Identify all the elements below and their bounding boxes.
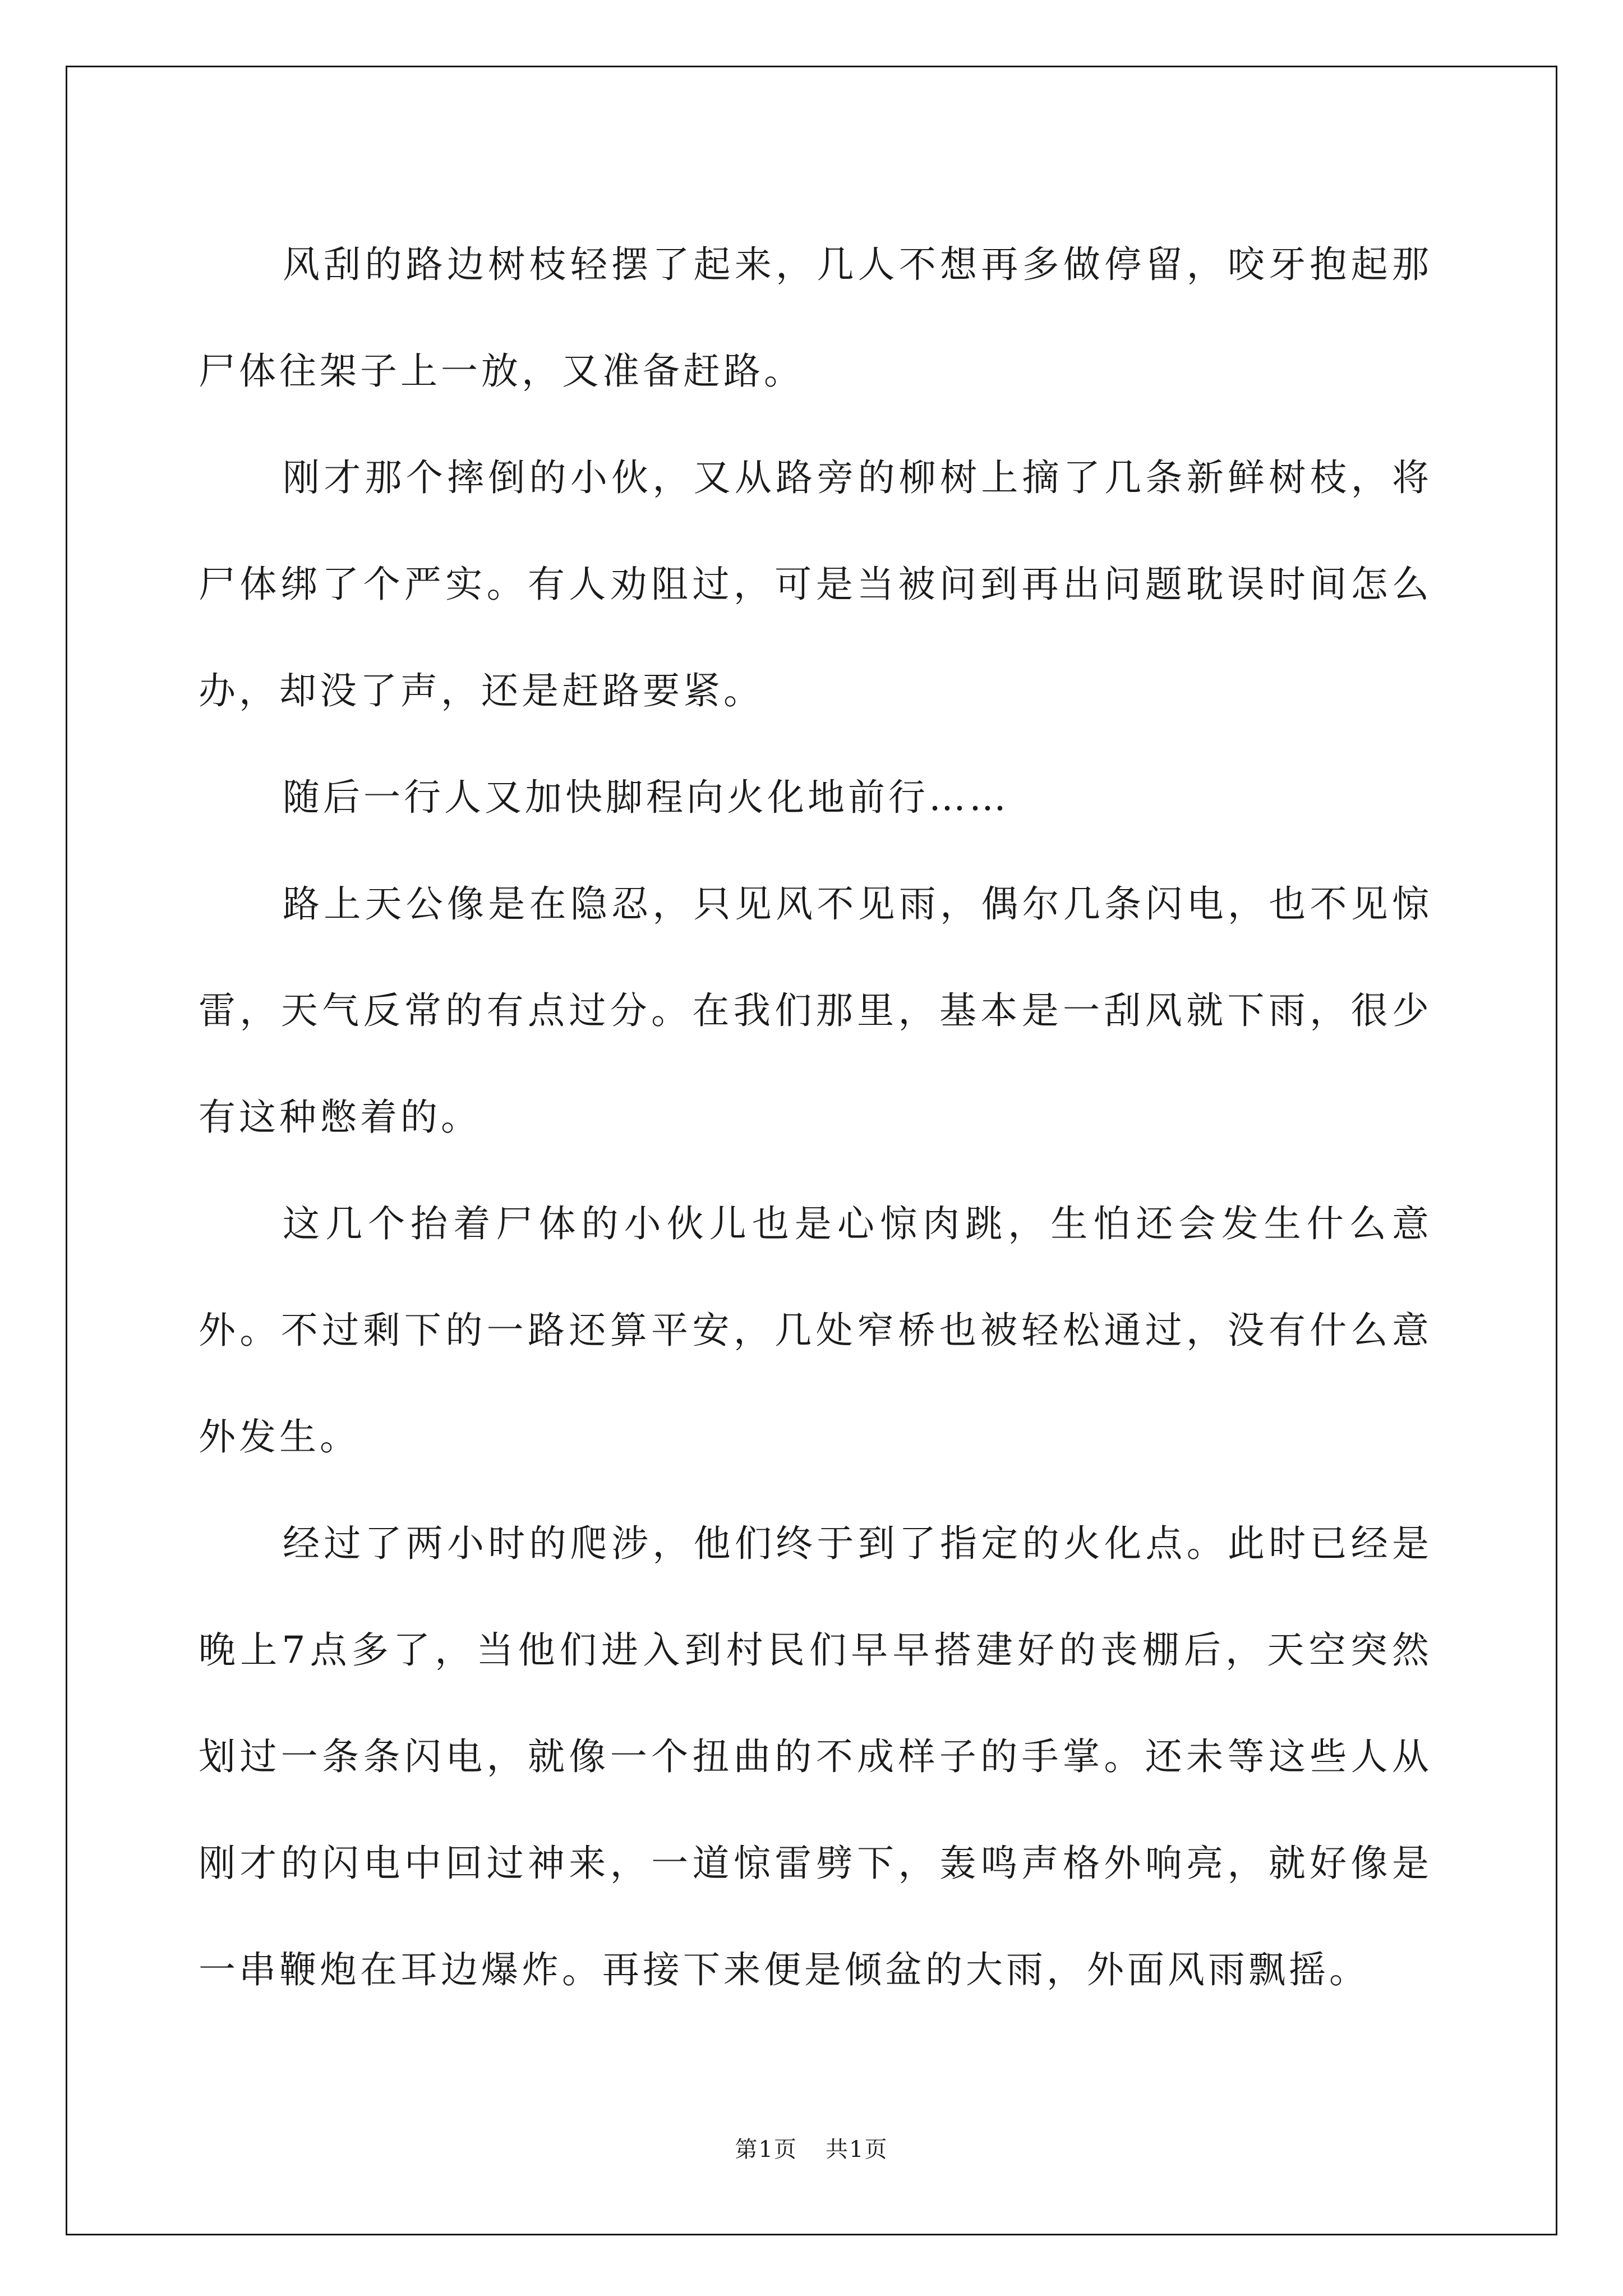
paragraph: 随后一行人又加快脚程向火化地前行…… — [283, 776, 1009, 819]
paragraph: 这几个抬着尸体的小伙儿也是心惊肉跳，生怕还会发生什么意外。不过剩下的一路还算平安，几处窄桥也被轻松通过，没有什么意外发生。 — [199, 1202, 1432, 1458]
document-body — [199, 211, 1432, 2023]
paragraph: 风刮的路边树枝轻摆了起来，几人不想再多做停留，咬牙抱起那尸体往架子上一放，又准备赶路。 — [199, 243, 1432, 393]
paragraph: 路上天公像是在隐忍，只见风不见雨，偶尔几条闪电，也不见惊雷，天气反常的有点过分。在我们那里，基本是一刮风就下雨，很少有这种憋着的。 — [199, 882, 1432, 1139]
paragraph: 刚才那个摔倒的小伙，又从路旁的柳树上摘了几条新鲜树枝，将尸体绑了个严实。有人劝阻过，可是当被问到再出问题耽误时间怎么办，却没了声，还是赶路要紧。 — [199, 456, 1432, 712]
paragraph: 经过了两小时的爬涉，他们终于到了指定的火化点。此时已经是晚上7点多了，当他们进入到村民们早早搭建好的丧棚后，天空突然划过一条条闪电，就像一个扭曲的不成样子的手掌。还未等这些人从刚才的闪电中回过神来，一道惊雷劈下，轰鸣声格外响亮，就好像是一串鞭炮在耳边爆炸。再接下来便是倾盆的大雨，外面风雨飘摇。 — [199, 1522, 1432, 1991]
page-footer — [0, 2132, 1623, 2164]
page-total-label: 共1页 — [826, 2137, 888, 2162]
page-number-label: 第1页 — [735, 2137, 797, 2162]
